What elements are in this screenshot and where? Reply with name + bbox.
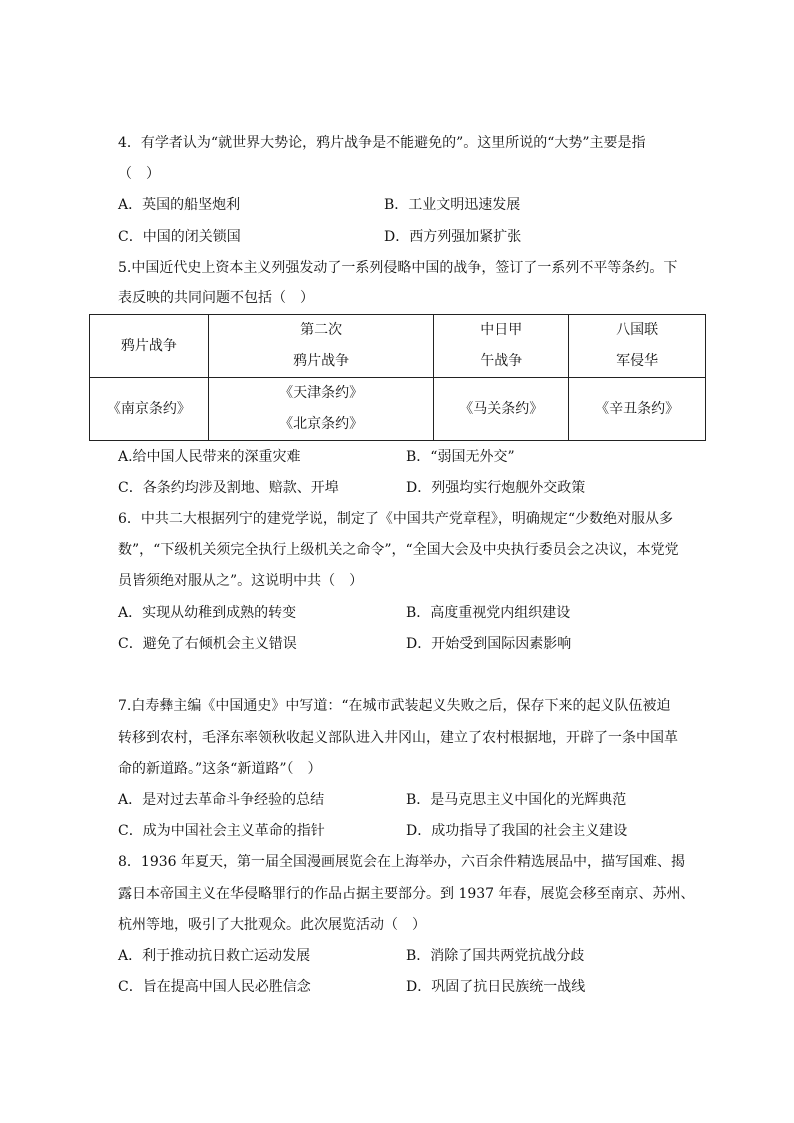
q5-option-a: A.给中国人民带来的深重灾难	[118, 449, 301, 465]
q6-option-b: B．高度重视党内组织建设	[406, 605, 571, 621]
q8-option-d: D．巩固了抗日民族统一战线	[406, 979, 586, 995]
q6-option-a: A．实现从幼稚到成熟的转变	[118, 605, 297, 621]
q5-option-d: D．列强均实行炮舰外交政策	[406, 480, 586, 496]
q4-option-d: D．西方列强加紧扩张	[384, 229, 522, 245]
table-cell	[90, 378, 209, 441]
cell-text: 中日甲	[480, 322, 523, 338]
wars-treaties-table	[89, 314, 706, 441]
table-cell	[569, 315, 706, 378]
table-row-wars	[90, 315, 706, 378]
table-cell	[434, 315, 569, 378]
q8-stem-line-2: 露日本帝国主义在华侵略罪行的作品占据主要部分。到 1937 年春，展览会移至南京、苏州、	[118, 886, 695, 902]
q5-stem-line-1: 5.中国近代史上资本主义列强发动了一系列侵略中国的战争，签订了一系列不平等条约。下	[118, 260, 678, 276]
cell-text: 《辛丑条约》	[595, 400, 680, 417]
q6-stem-line-3: 员皆须绝对服从之”。这说明中共（ ）	[118, 573, 364, 589]
q5-option-c: C．各条约均涉及割地、赔款、开埠	[118, 480, 339, 496]
q6-stem-line-2: 数”，“下级机关须完全执行上级机关之命令”，“全国大会及中央执行委员会之决议，本党党	[118, 542, 679, 558]
q8-option-c: C．旨在提高中国人民必胜信念	[118, 979, 311, 995]
q7-stem-line-3: 命的新道路。”这条“新道路”（ ）	[118, 761, 322, 777]
table-cell	[208, 315, 434, 378]
cell-text: 《马关条约》	[459, 400, 544, 417]
q6-stem-line-1: 6．中共二大根据列宁的建党学说，制定了《中国共产党章程》，明确规定“少数绝对服从多	[118, 511, 674, 527]
q8-stem-line-3: 杭州等地，吸引了大批观众。此次展览活动（ ）	[118, 917, 426, 933]
table-cell	[569, 378, 706, 441]
q7-stem-line-1: 7.白寿彝主编《中国通史》中写道：“在城市武装起义失败之后，保存下来的起义队伍被迫	[118, 698, 671, 714]
q4-stem-line-2: （ ）	[118, 166, 160, 182]
q6-option-d: D．开始受到国际因素影响	[406, 636, 572, 652]
cell-text: 《天津条约》	[279, 385, 364, 401]
cell-text: 《南京条约》	[106, 400, 191, 417]
table-row-treaties	[90, 378, 706, 441]
q4-option-a: A．英国的船坚炮利	[118, 197, 241, 213]
q7-option-c: C．成为中国社会主义革命的指针	[118, 823, 325, 839]
cell-text: 第二次	[300, 322, 343, 338]
q7-stem-line-2: 转移到农村，毛泽东率领秋收起义部队进入井冈山，建立了农村根据地，开辟了一条中国革	[118, 730, 678, 746]
q7-option-d: D．成功指导了我国的社会主义建设	[406, 823, 628, 839]
table-cell	[434, 378, 569, 441]
q8-option-b: B．消除了国共两党抗战分歧	[406, 948, 585, 964]
cell-text: 八国联	[616, 322, 659, 338]
cell-text: 鸦片战争	[293, 353, 350, 369]
q8-option-a: A．利于推动抗日救亡运动发展	[118, 948, 311, 964]
q5-stem-line-2: 表反映的共同问题不包括（ ）	[118, 290, 314, 306]
q8-stem-line-1: 8．1936 年夏天，第一届全国漫画展览会在上海举办，六百余件精选展品中，描写国难、揭	[118, 854, 685, 870]
q7-option-b: B．是马克思主义中国化的光辉典范	[406, 792, 627, 808]
q6-option-c: C．避免了右倾机会主义错误	[118, 636, 297, 652]
q4-option-c: C．中国的闭关锁国	[118, 229, 241, 245]
q7-option-a: A．是对过去革命斗争经验的总结	[118, 792, 325, 808]
q4-option-b: B．工业文明迅速发展	[384, 197, 521, 213]
q4-stem-line-1: 4．有学者认为“就世界大势论，鸦片战争是不能避免的”。这里所说的“大势”主要是指	[118, 135, 646, 151]
cell-text: 鸦片战争	[120, 337, 177, 354]
cell-text: 午战争	[480, 353, 523, 369]
cell-text: 军侵华	[616, 353, 659, 369]
table-cell	[208, 378, 434, 441]
q5-option-b: B．“弱国无外交”	[406, 449, 515, 465]
table-cell	[90, 315, 209, 378]
cell-text: 《北京条约》	[279, 416, 364, 432]
